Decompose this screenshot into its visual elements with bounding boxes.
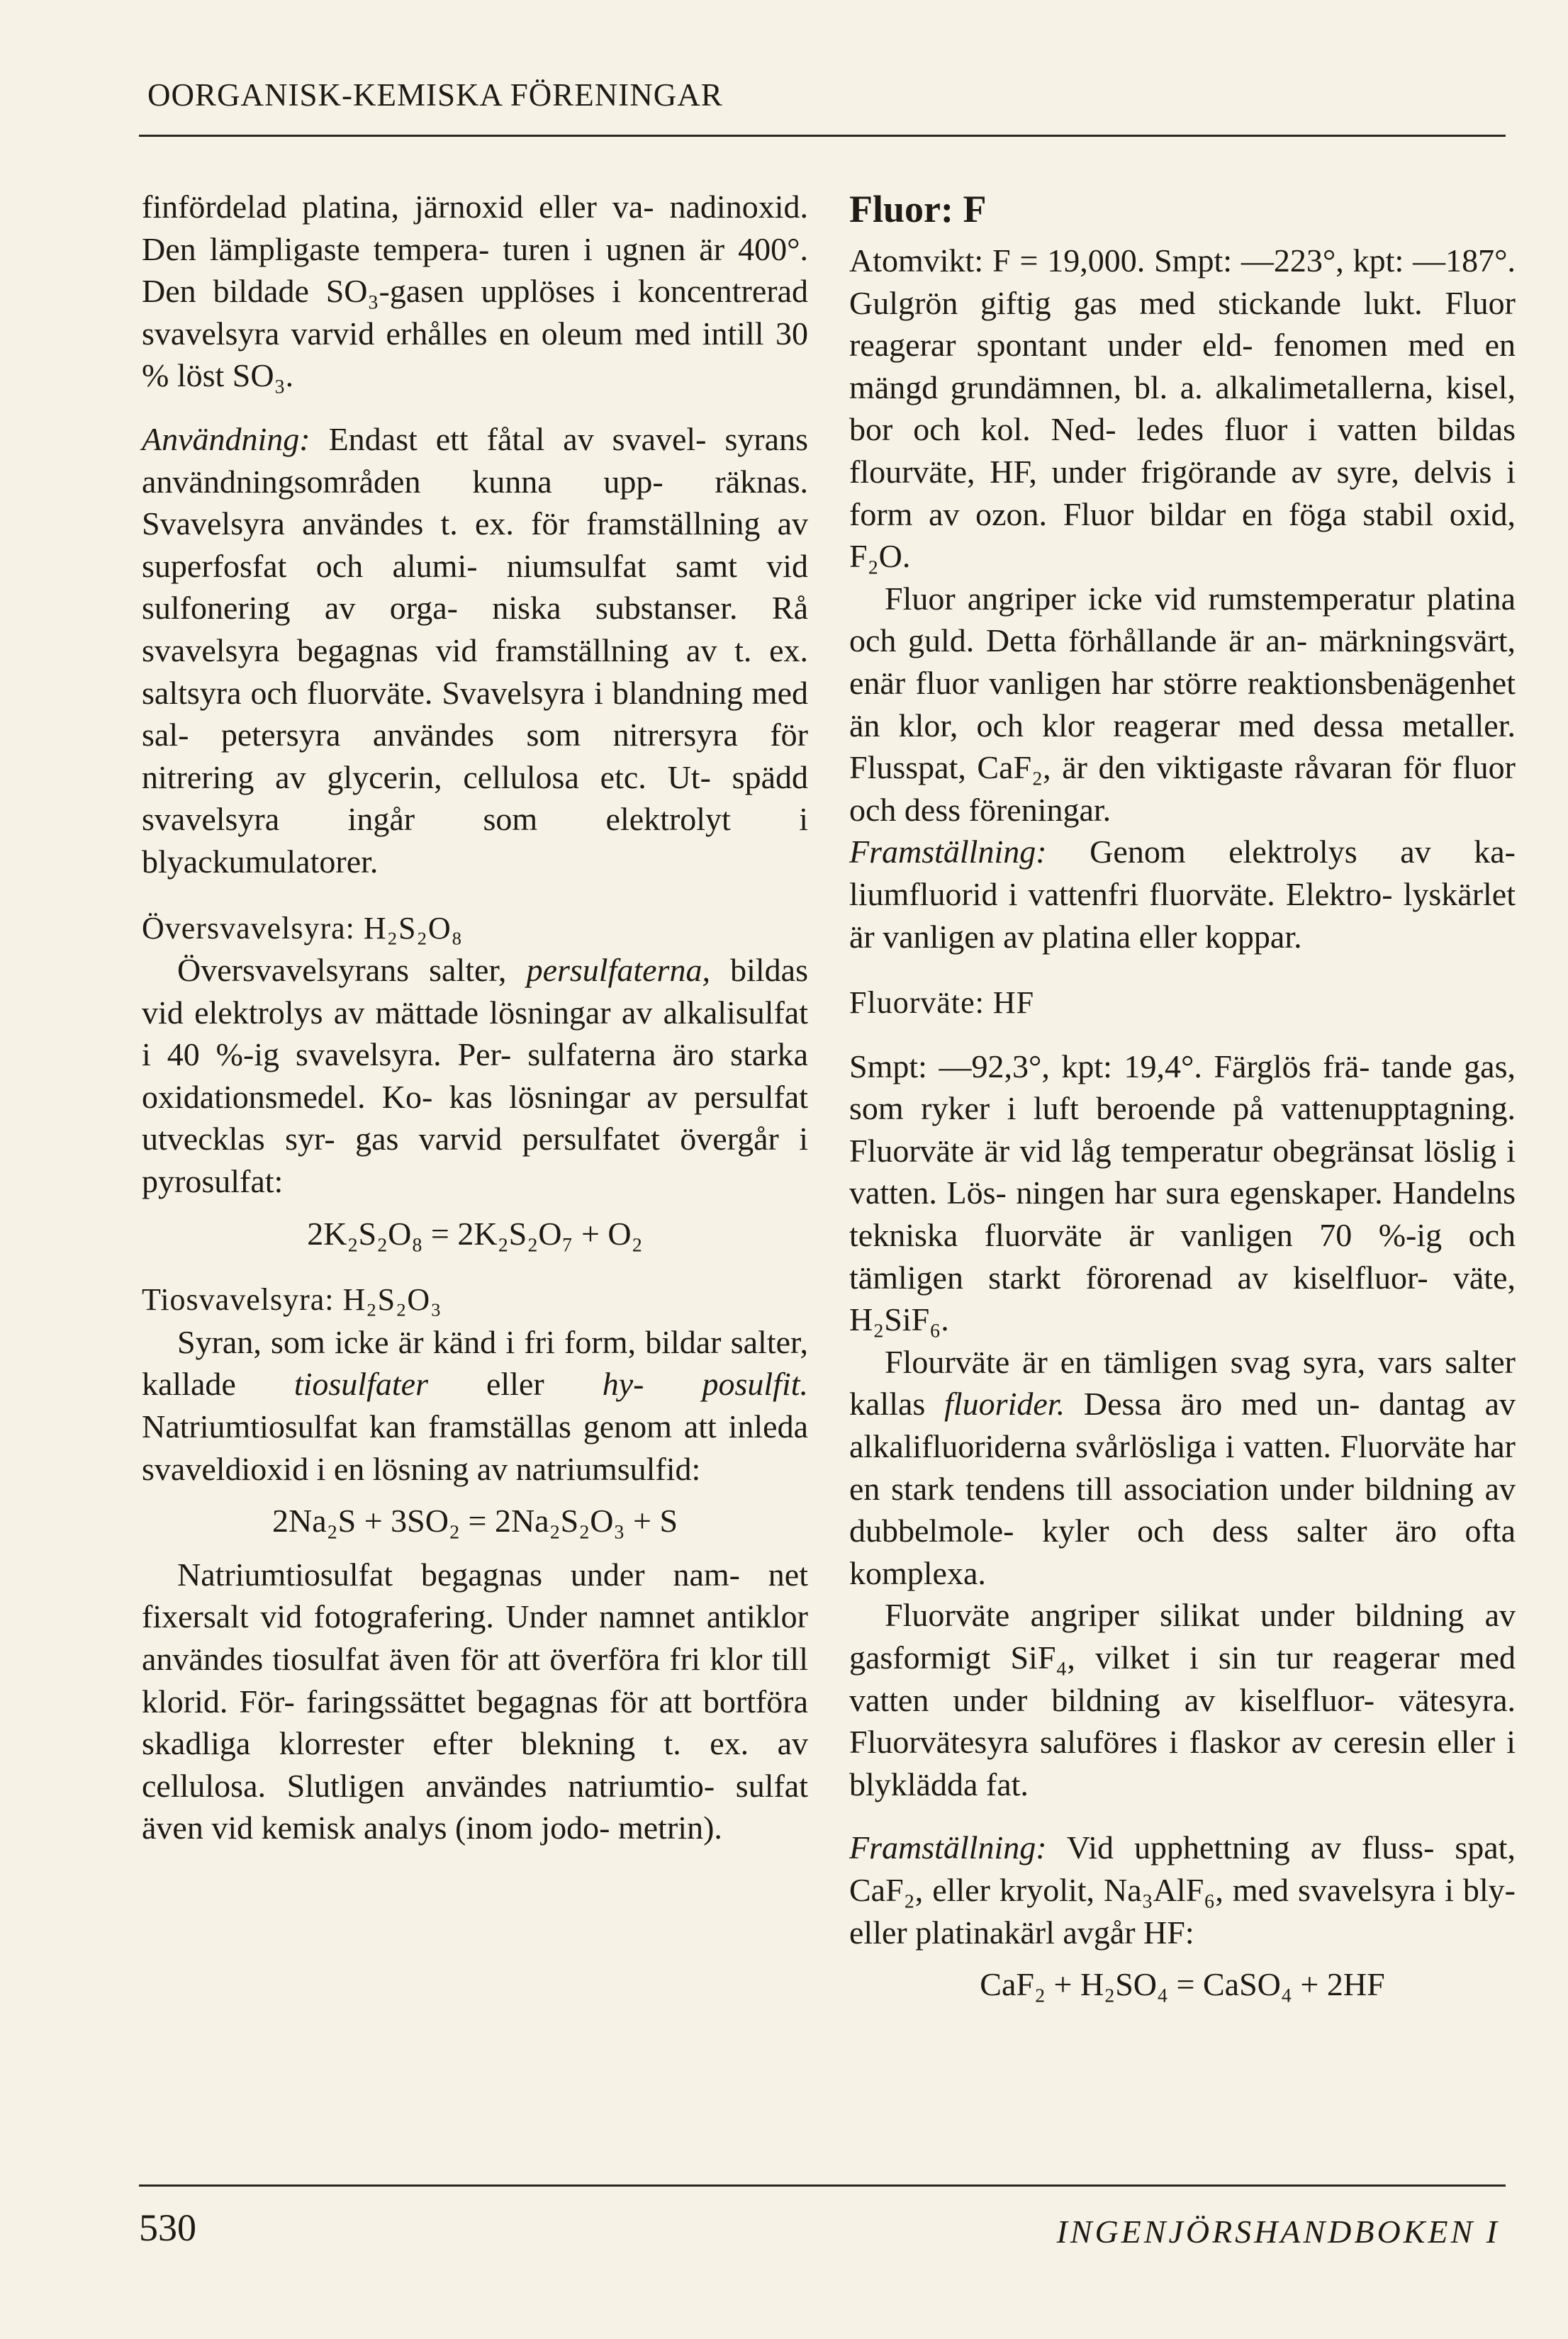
tiosulfat-text-c: Natriumtiosulfat kan framställas genom att inleda svaveldioxid i en lösning av natriumsulfid: [142,1408,808,1487]
paragraph-anvandning [142,418,808,883]
paragraph-fluor-properties: Atomvikt: F = 19,000. Smpt: —223°, kpt: —187°. Gulgrön giftig gas med stickande lukt. Fluor reagerar spontant under eld- fenomen med en mängd grundämnen, bl. a. alkalimetallerna, kisel, bor och kol. Ned- ledes fluor i vatten bildas flourväte, HF, under frigörande av syre, delvis i form av ozon. Fluor bildar en föga stabil oxid, F₂O. [849,242,1516,575]
persulfat-text-b: bildas vid elektrolys av mättade lösningar av alkalisulfat i 40 %-ig svavelsyra. Per- sulfaterna äro starka oxidationsmedel. Ko- kas lösningar av persulfat utvecklas syr- gas varvid persulfatet övergår i pyrosulfat: [142,952,808,1200]
paragraph-fluor-platina: Fluor angriper icke vid rumstemperatur platina och guld. Detta förhållande är an- märkningsvärt, enär fluor vanligen har större reaktionsbenägenhet än klor, och klor reagerar med dessa metaller. Flusspat, CaF₂, är den viktigaste råvaran för fluor och dess föreningar. [849,580,1516,828]
left-column [142,186,808,1849]
heading-fluor: Fluor: F [849,188,987,230]
equation-hf: CaF₂ + H₂SO₄ = CaSO₄ + 2HF [980,1966,1385,2003]
right-column [849,186,1516,2017]
hf-text-b: Dessa äro med un- dantag av alkalifluoriderna svårlösliga i vatten. Fluorväte har en stark tendens till association under bildning av dubbelmole- kyler och dess salter äro ofta komplexa. [849,1386,1516,1591]
paragraph-hf-properties: Smpt: —92,3°, kpt: 19,4°. Färglös frä- tande gas, som ryker i luft beroende på vattenupptagning. Fluorväte är vid låg temperatur obegränsat löslig i vatten. Lös- ningen har sura egenskaper. Handelns tekniska fluorväte är vanligen 70 %-ig och tämligen starkt förorenad av kiselfluor- väte, H₂SiF₆. [849,1048,1516,1338]
tiosulfat-text-a: Syran, som icke är känd i fri form, bildar salter, kallade [142,1323,808,1403]
persulfat-italic: persulfaterna, [526,952,710,989]
paragraph-oleum: finfördelad platina, järnoxid eller va- nadinoxid. Den lämpligaste tempera- turen i ugnen är 400°. Den bildade SO₃-gasen upplöses i koncentrerad svavelsyra varvid erhålles en oleum med intill 30 % löst SO₃. [142,189,808,394]
paragraph-tiosulfat [142,1321,808,1490]
footer-rule [139,2184,1506,2187]
hf-italic: fluorider. [944,1386,1065,1423]
book-title: INGENJÖRSHANDBOKEN I [1056,2214,1500,2250]
running-header: OORGANISK-KEMISKA FÖRENINGAR [147,77,723,113]
tiosulfat-italic-1: tiosulfater [293,1366,428,1403]
equation-tiosulfat: 2Na₂S + 3SO₂ = 2Na₂S₂O₃ + S [271,1503,678,1539]
paragraph-hf-framstallning [849,1827,1516,1953]
heading-tiosvavelsyra: Tiosvavelsyra: H₂S₂O₃ [142,1282,442,1318]
equation-persulfat: 2K₂S₂O₈ = 2K₂S₂O₇ + O₂ [307,1215,643,1252]
paragraph-fluor-framstallning [849,831,1516,958]
header-rule [139,135,1506,137]
tiosulfat-italic-2: hy- posulfit. [602,1366,809,1403]
paragraph-persulfat [142,949,808,1203]
hf-text-a: Flourväte är en tämligen svag syra, vars salter kallas [849,1343,1516,1423]
anvandning-text: Endast ett fåtal av svavel- syrans användningsområden kunna upp- räknas. Svavelsyra användes t. ex. för framställning av superfosfat och alumi- niumsulfat samt vid sulfonering av orga- niska substanser. Rå svavelsyra begagnas vid framställning av t. ex. saltsyra och fluorväte. Svavelsyra i blandning med sal- petersyra användes som nitrersyra för nitrering av glycerin, cellulosa etc. Ut- spädd svavelsyra ingår som elektrolyt i blyackumulatorer. [142,420,808,880]
tiosulfat-text-b: eller [427,1366,603,1403]
framstallning-label-1: Framställning: [849,834,1047,870]
framstallning-label-2: Framställning: [849,1829,1047,1866]
page-number: 530 [139,2206,196,2249]
persulfat-text-a: Översvavelsyrans salter, [177,952,527,989]
paragraph-hf-syra [849,1341,1516,1595]
paragraph-hf-silikat: Fluorväte angriper silikat under bildning av gasformigt SiF₄, vilket i sin tur reagerar med vatten under bildning av kiselfluor- vätesyra. Fluorvätesyra saluföres i flaskor av ceresin eller i blyklädda fat. [849,1597,1516,1802]
paragraph-natriumtiosulfat: Natriumtiosulfat begagnas under nam- net fixersalt vid fotografering. Under namnet antiklor användes tiosulfat även för att överföra fri klor till klorid. För- faringssättet begagnas för att bortföra skadliga klorrester efter blekning t. ex. av cellulosa. Slutligen användes natriumtio- sulfat även vid kemisk analys (inom jodo- metrin). [142,1556,808,1846]
framstallning-text-2: Vid upphettning av fluss- spat, CaF₂, eller kryolit, Na₃AlF₆, med svavelsyra i bly- eller platinakärl avgår HF: [849,1829,1516,1951]
anvandning-label: Användning: [142,420,310,457]
framstallning-text-1: Genom elektrolys av ka- liumfluorid i vattenfri fluorväte. Elektro- lyskärlet är vanligen av platina eller koppar. [849,834,1516,955]
heading-oversvavelsyra: Översvavelsyra: H₂S₂O₈ [142,910,463,946]
heading-fluorvate: Fluorväte: HF [849,985,1035,1021]
